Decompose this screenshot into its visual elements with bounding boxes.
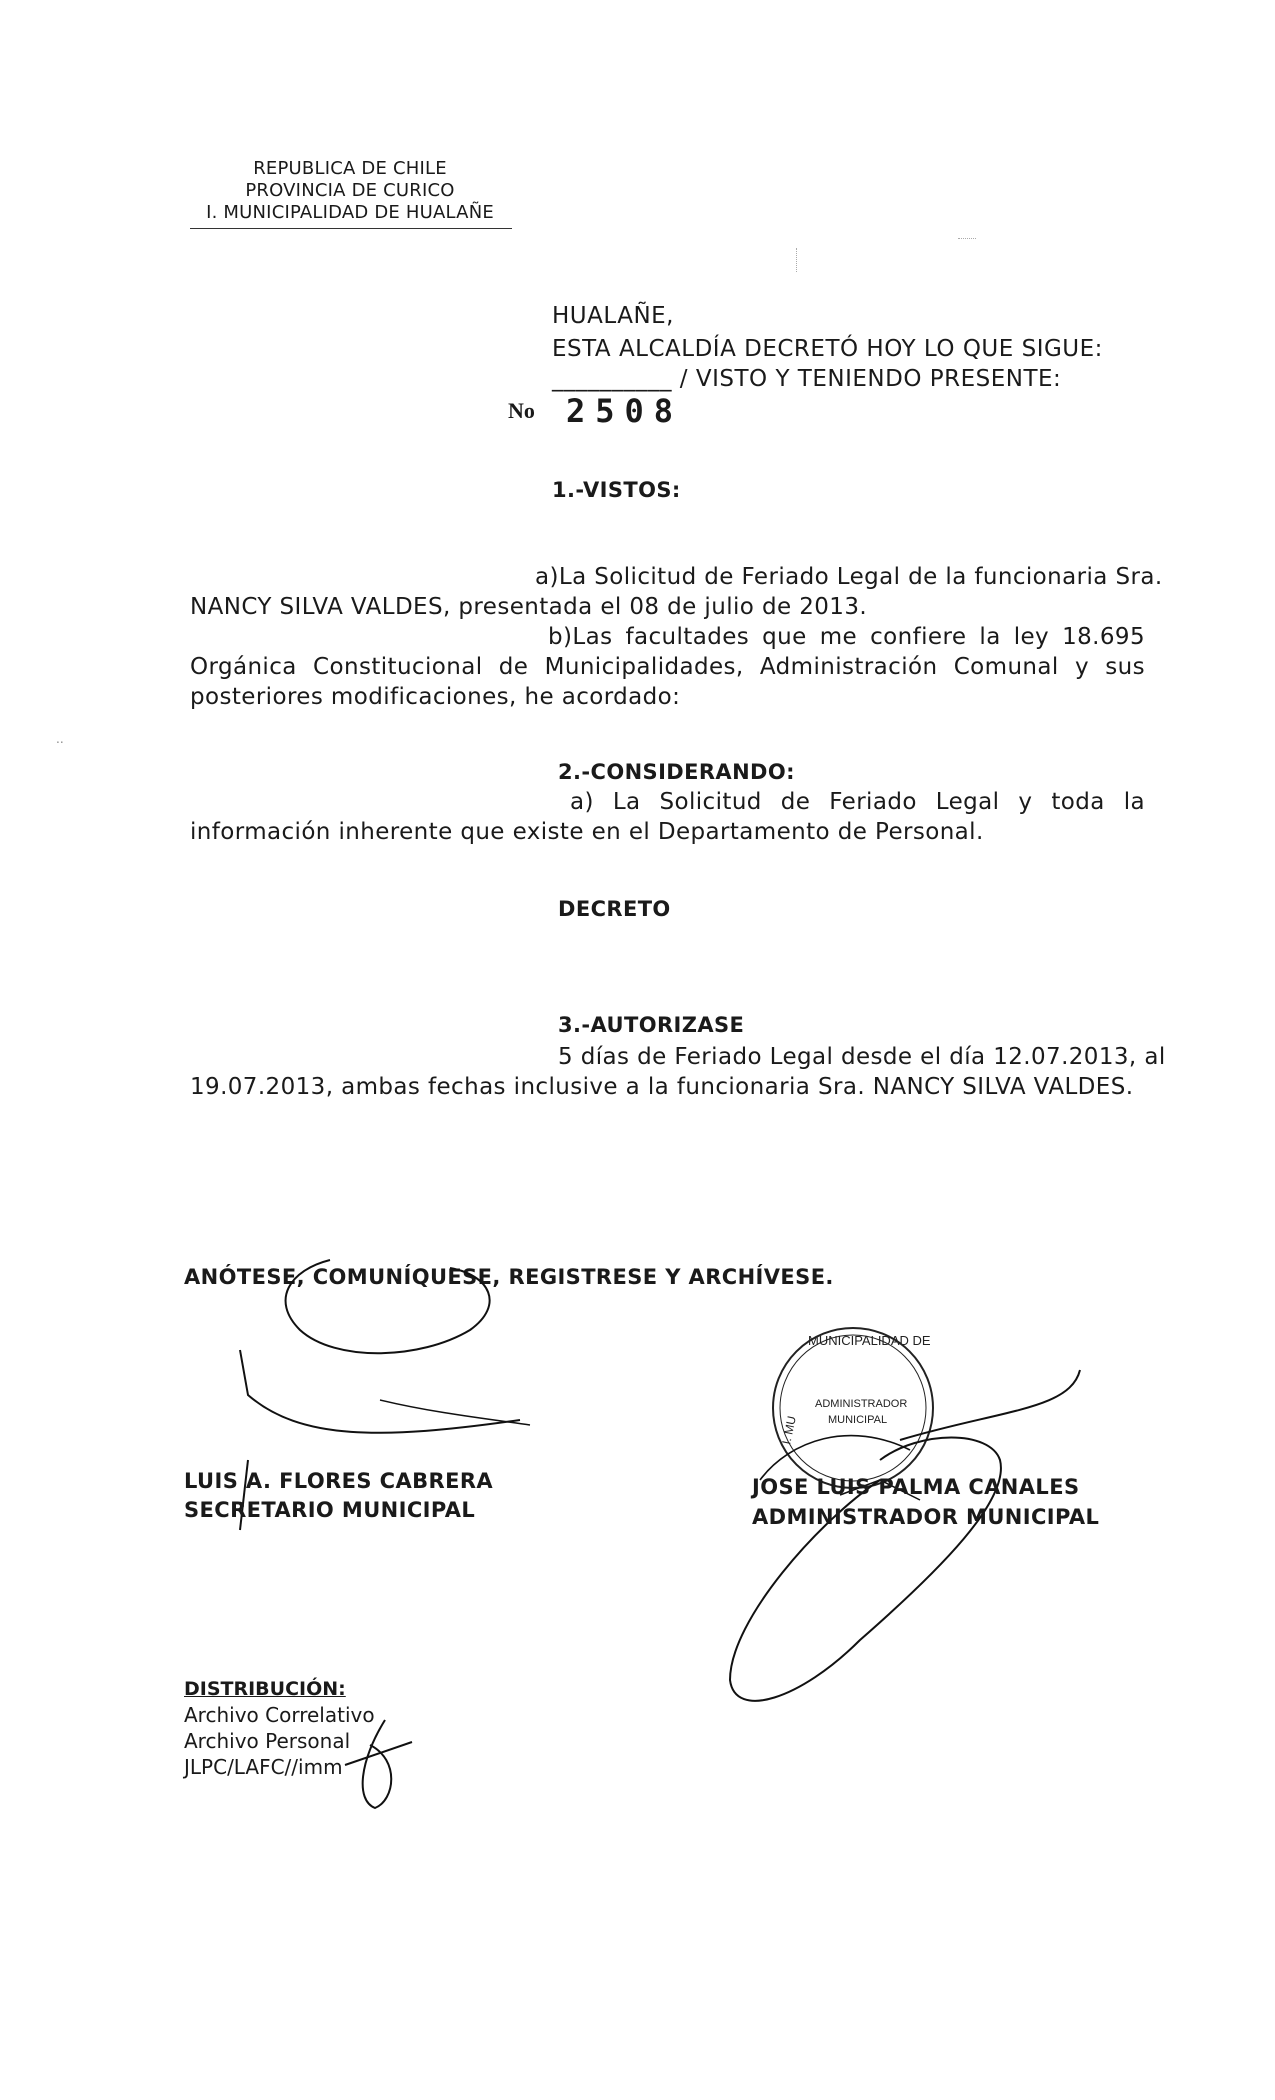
vistos-b-line2: Orgánica Constitucional de Municipalidades, Administración Comunal y sus [190, 654, 1145, 680]
visto-line: __________ / VISTO Y TENIENDO PRESENTE: [552, 366, 1062, 392]
considerando-a-line2: información inherente que existe en el Departamento de Personal. [190, 819, 984, 845]
closing-statement: ANÓTESE, COMUNÍQUESE, REGISTRESE Y ARCHÍVESE. [184, 1265, 834, 1289]
vistos-a-line1: a)La Solicitud de Feriado Legal de la funcionaria Sra. [535, 564, 1163, 590]
stamp-side-text: I. MU [779, 1414, 799, 1446]
distribution-item: Archivo Personal [184, 1729, 351, 1753]
autorizase-heading: 3.-AUTORIZASE [558, 1013, 745, 1037]
right-signatory-title: ADMINISTRADOR MUNICIPAL [752, 1505, 1100, 1529]
vistos-heading: 1.-VISTOS: [552, 478, 681, 502]
place-date: HUALAÑE, [552, 303, 674, 329]
vistos-b-line3: posteriores modificaciones, he acordado: [190, 684, 681, 710]
distribution-item: JLPC/LAFC//imm [184, 1755, 343, 1779]
decreto-heading: DECRETO [558, 897, 671, 921]
stamp-center-text-2: MUNICIPAL [828, 1414, 888, 1426]
left-signatory-name: LUIS A. FLORES CABRERA [184, 1469, 494, 1493]
distribution-heading: DISTRIBUCIÓN: [184, 1678, 346, 1700]
right-signatory-name: JOSE LUIS PALMA CANALES [752, 1475, 1080, 1499]
autorizase-line2: 19.07.2013, ambas fechas inclusive a la funcionaria Sra. NANCY SILVA VALDES. [190, 1074, 1134, 1100]
margin-mark: .. [56, 732, 64, 746]
letterhead-province: PROVINCIA DE CURICO [245, 180, 455, 201]
vistos-b-line1: b)Las facultades que me confiere la ley 18.695 [548, 624, 1145, 650]
letterhead-municipality: I. MUNICIPALIDAD DE HUALAÑE [206, 202, 494, 223]
stamp-center-text-1: ADMINISTRADOR [815, 1398, 908, 1410]
stamp-top-text: MUNICIPALIDAD DE [808, 1333, 931, 1348]
considerando-heading: 2.-CONSIDERANDO: [558, 760, 795, 784]
vistos-a-line2: NANCY SILVA VALDES, presentada el 08 de julio de 2013. [190, 594, 868, 620]
decree-number-prefix: No [508, 398, 535, 423]
decree-statement: ESTA ALCALDÍA DECRETÓ HOY LO QUE SIGUE: [552, 336, 1103, 362]
letterhead-republic: REPUBLICA DE CHILE [253, 158, 447, 179]
distribution-item: Archivo Correlativo [184, 1703, 375, 1727]
considerando-a-line1: a) La Solicitud de Feriado Legal y toda la [570, 789, 1145, 815]
decree-number: 2508 [566, 392, 684, 430]
autorizase-line1: 5 días de Feriado Legal desde el día 12.07.2013, al [558, 1044, 1166, 1070]
left-signatory-title: SECRETARIO MUNICIPAL [184, 1498, 476, 1522]
